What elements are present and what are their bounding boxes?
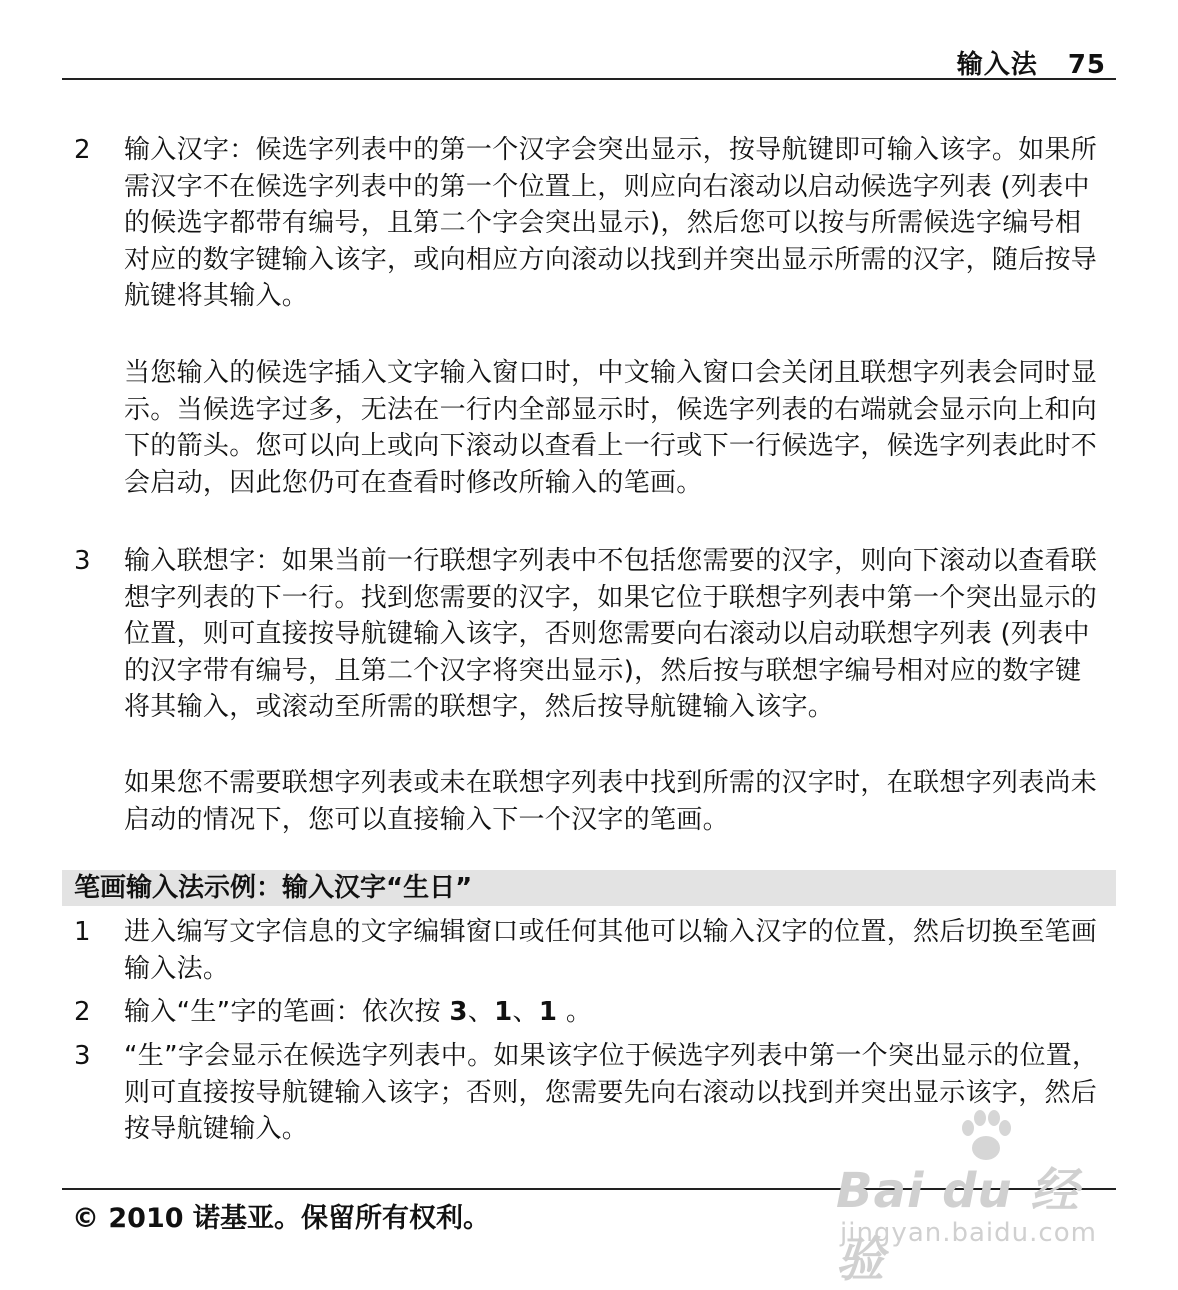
item-text: 输入联想字：如果当前一行联想字列表中不包括您需要的汉字，则向下滚动以查看联想字列表的下一行。找到您需要的汉字，如果它位于联想字列表中第一个突出显示的位置，则可直接按导航键输入该字，否则您需要向右滚动以启动联想字列表 (列表中的汉字带有编号，且第二个汉字将突出显示)，然后按与联想字编号相对应的数字键将其输入，或滚动至所需的联想字，然后按导航键输入该字。: [124, 546, 1098, 722]
step-text: “生”字会显示在候选字列表中。如果该字位于候选字列表中第一个突出显示的位置，则可直接按导航键输入该字；否则，您需要先向右滚动以找到并突出显示该字，然后按导航键输入。: [124, 1041, 1099, 1144]
page-header: [62, 40, 1116, 80]
header-text: [957, 44, 1106, 81]
step-text-pre: 输入“生”字的笔画：依次按: [124, 997, 450, 1027]
step-text-post: 。: [557, 997, 593, 1027]
step-number: 2: [74, 997, 91, 1027]
step-item: [74, 994, 1104, 1031]
key-3: 3: [449, 997, 468, 1027]
step-text: [124, 994, 1104, 1031]
step-number: 3: [74, 1041, 91, 1071]
paragraph: 如果您不需要联想字列表或未在联想字列表中找到所需的汉字时，在联想字列表尚未启动的情况下，您可以直接输入下一个汉字的笔画。: [124, 768, 1098, 835]
list-item: [74, 132, 1104, 315]
section-heading-bar: [62, 870, 1116, 906]
list-item: [74, 543, 1104, 726]
page-number: 75: [1067, 50, 1106, 80]
separator: 、: [467, 997, 495, 1027]
separator: 、: [512, 997, 539, 1027]
copyright-footer: © 2010 诺基亚。保留所有权利。: [72, 1203, 490, 1234]
step-text: 进入编写文字信息的文字编辑窗口或任何其他可以输入汉字的位置，然后切换至笔画输入法。: [124, 917, 1098, 984]
key-1: 1: [538, 997, 558, 1027]
key-1: 1: [494, 997, 513, 1027]
header-section: 输入法: [956, 50, 1038, 80]
step-number: 1: [74, 917, 91, 947]
baidu-watermark: [836, 1110, 1126, 1288]
paragraph: 当您输入的候选字插入文字输入窗口时，中文输入窗口会关闭且联想字列表会同时显示。当候选字过多，无法在一行内全部显示时，候选字列表的右端就会显示向上和向下的箭头。您可以向上或向下滚动以查看上一行或下一行候选字，候选字列表此时不会启动，因此您仍可在查看时修改所输入的笔画。: [124, 358, 1098, 498]
item-number: 3: [74, 546, 91, 576]
item-number: 2: [74, 135, 91, 165]
item-text: 输入汉字：候选字列表中的第一个汉字会突出显示，按导航键即可输入该字。如果所需汉字不在候选字列表中的第一个位置上，则应向右滚动以启动候选字列表 (列表中的候选字都带有编号，且第二个字会突出显示)，然后您可以按与所需候选字编号相对应的数字键输入该字，或向相应方向滚动以找到并突出显示所需的汉字，随后按导航键将其输入。: [124, 135, 1098, 311]
watermark-logo: Bai du 经验: [836, 1163, 1080, 1288]
step-item: [74, 914, 1104, 987]
section-title: 笔画输入法示例：输入汉字“生日”: [74, 873, 473, 903]
watermark-url: jingyan.baidu.com: [840, 1218, 1097, 1248]
